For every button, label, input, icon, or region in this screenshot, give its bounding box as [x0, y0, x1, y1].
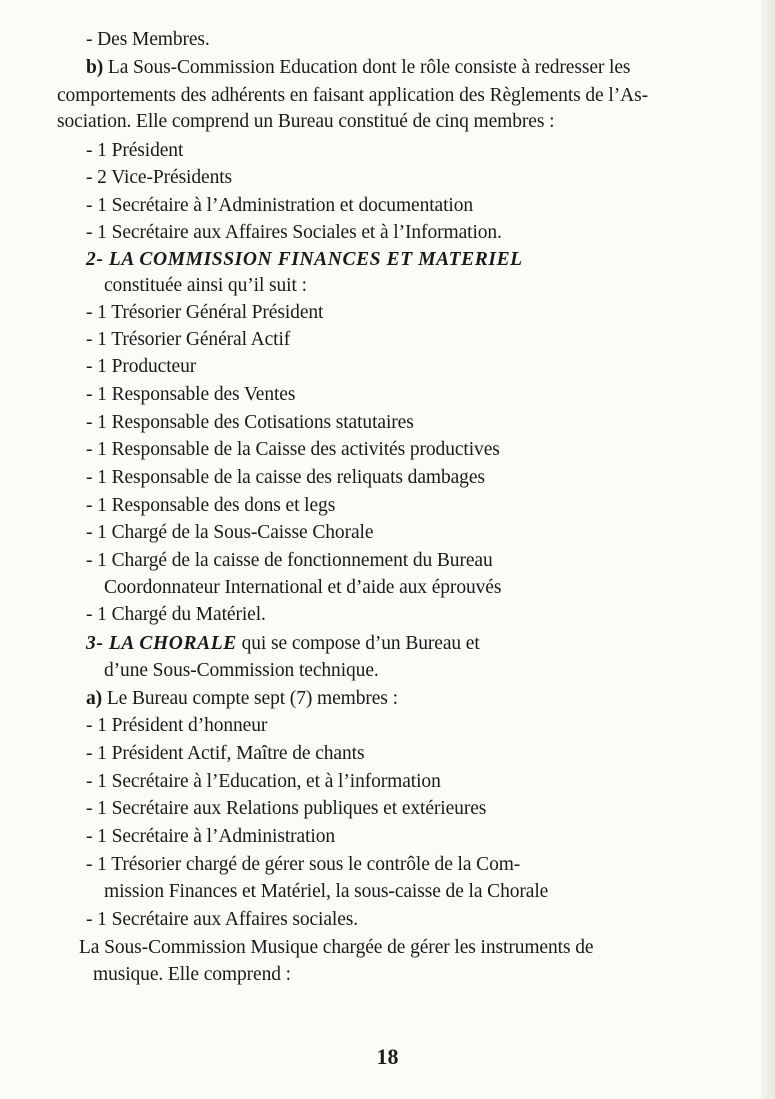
text-line: comportements des adhérents en faisant application des Règlements de l’As- — [57, 85, 648, 106]
text-line: La Sous-Commission Musique chargée de gérer les instruments de — [79, 937, 594, 958]
list-item: - 1 Trésorier chargé de gérer sous le contrôle de la Com- — [86, 854, 521, 875]
list-item: - 1 Secrétaire à l’Education, et à l’information — [86, 771, 441, 792]
text-line: sociation. Elle comprend un Bureau constitué de cinq membres : — [57, 111, 555, 132]
list-item: - 1 Secrétaire aux Relations publiques et extérieures — [86, 798, 487, 819]
text-line: d’une Sous-Commission technique. — [104, 660, 379, 681]
list-item: - 1 Secrétaire à l’Administration — [86, 826, 336, 847]
list-item: - 1 Responsable de la caisse des reliquats dambages — [86, 467, 485, 488]
item-marker: b) — [86, 57, 104, 78]
list-item: - 1 Chargé de la caisse de fonctionnement du Bureau — [86, 550, 493, 571]
list-item: - 1 Producteur — [86, 356, 197, 377]
list-item: - 1 Secrétaire aux Affaires sociales. — [86, 909, 359, 930]
text-line: constituée ainsi qu’il suit : — [104, 275, 307, 296]
text-line — [86, 632, 480, 656]
section-heading: 3- LA CHORALE — [86, 633, 237, 654]
page-number: 18 — [376, 1044, 399, 1069]
text-span: qui se compose d’un Bureau et — [236, 633, 480, 654]
text-line — [86, 687, 398, 711]
list-item: - 1 Trésorier Général Président — [86, 302, 324, 323]
list-item: - 1 Responsable des Ventes — [86, 384, 296, 405]
section-heading: 2- LA COMMISSION FINANCES ET MATERIEL — [86, 249, 523, 270]
item-marker: a) — [86, 688, 103, 709]
text-line — [86, 56, 630, 80]
text-line: mission Finances et Matériel, la sous-caisse de la Chorale — [104, 881, 549, 902]
list-item: - 1 Président Actif, Maître de chants — [86, 743, 365, 764]
list-item: - 1 Président — [86, 140, 184, 161]
list-item: - 1 Trésorier Général Actif — [86, 329, 291, 350]
text-line: musique. Elle comprend : — [93, 964, 291, 985]
list-item: - 1 Secrétaire aux Affaires Sociales et à l’Information. — [86, 222, 502, 243]
list-item: - 1 Chargé du Matériel. — [86, 604, 266, 625]
list-item: - 1 Responsable de la Caisse des activités productives — [86, 439, 500, 460]
page-edge-shadow — [761, 0, 775, 1099]
list-item: - 1 Responsable des Cotisations statutaires — [86, 412, 414, 433]
text-span: Le Bureau compte sept (7) membres : — [102, 688, 398, 709]
list-item: - 1 Secrétaire à l’Administration et documentation — [86, 195, 474, 216]
list-item: - 2 Vice-Présidents — [86, 167, 233, 188]
list-item: - 1 Responsable des dons et legs — [86, 495, 336, 516]
text-span: La Sous-Commission Education dont le rôle consiste à redresser les — [103, 57, 631, 78]
text-line: - Des Membres. — [86, 29, 210, 50]
list-item: - 1 Chargé de la Sous-Caisse Chorale — [86, 522, 374, 543]
text-line: Coordonnateur International et d’aide aux éprouvés — [104, 577, 502, 598]
list-item: - 1 Président d’honneur — [86, 715, 268, 736]
